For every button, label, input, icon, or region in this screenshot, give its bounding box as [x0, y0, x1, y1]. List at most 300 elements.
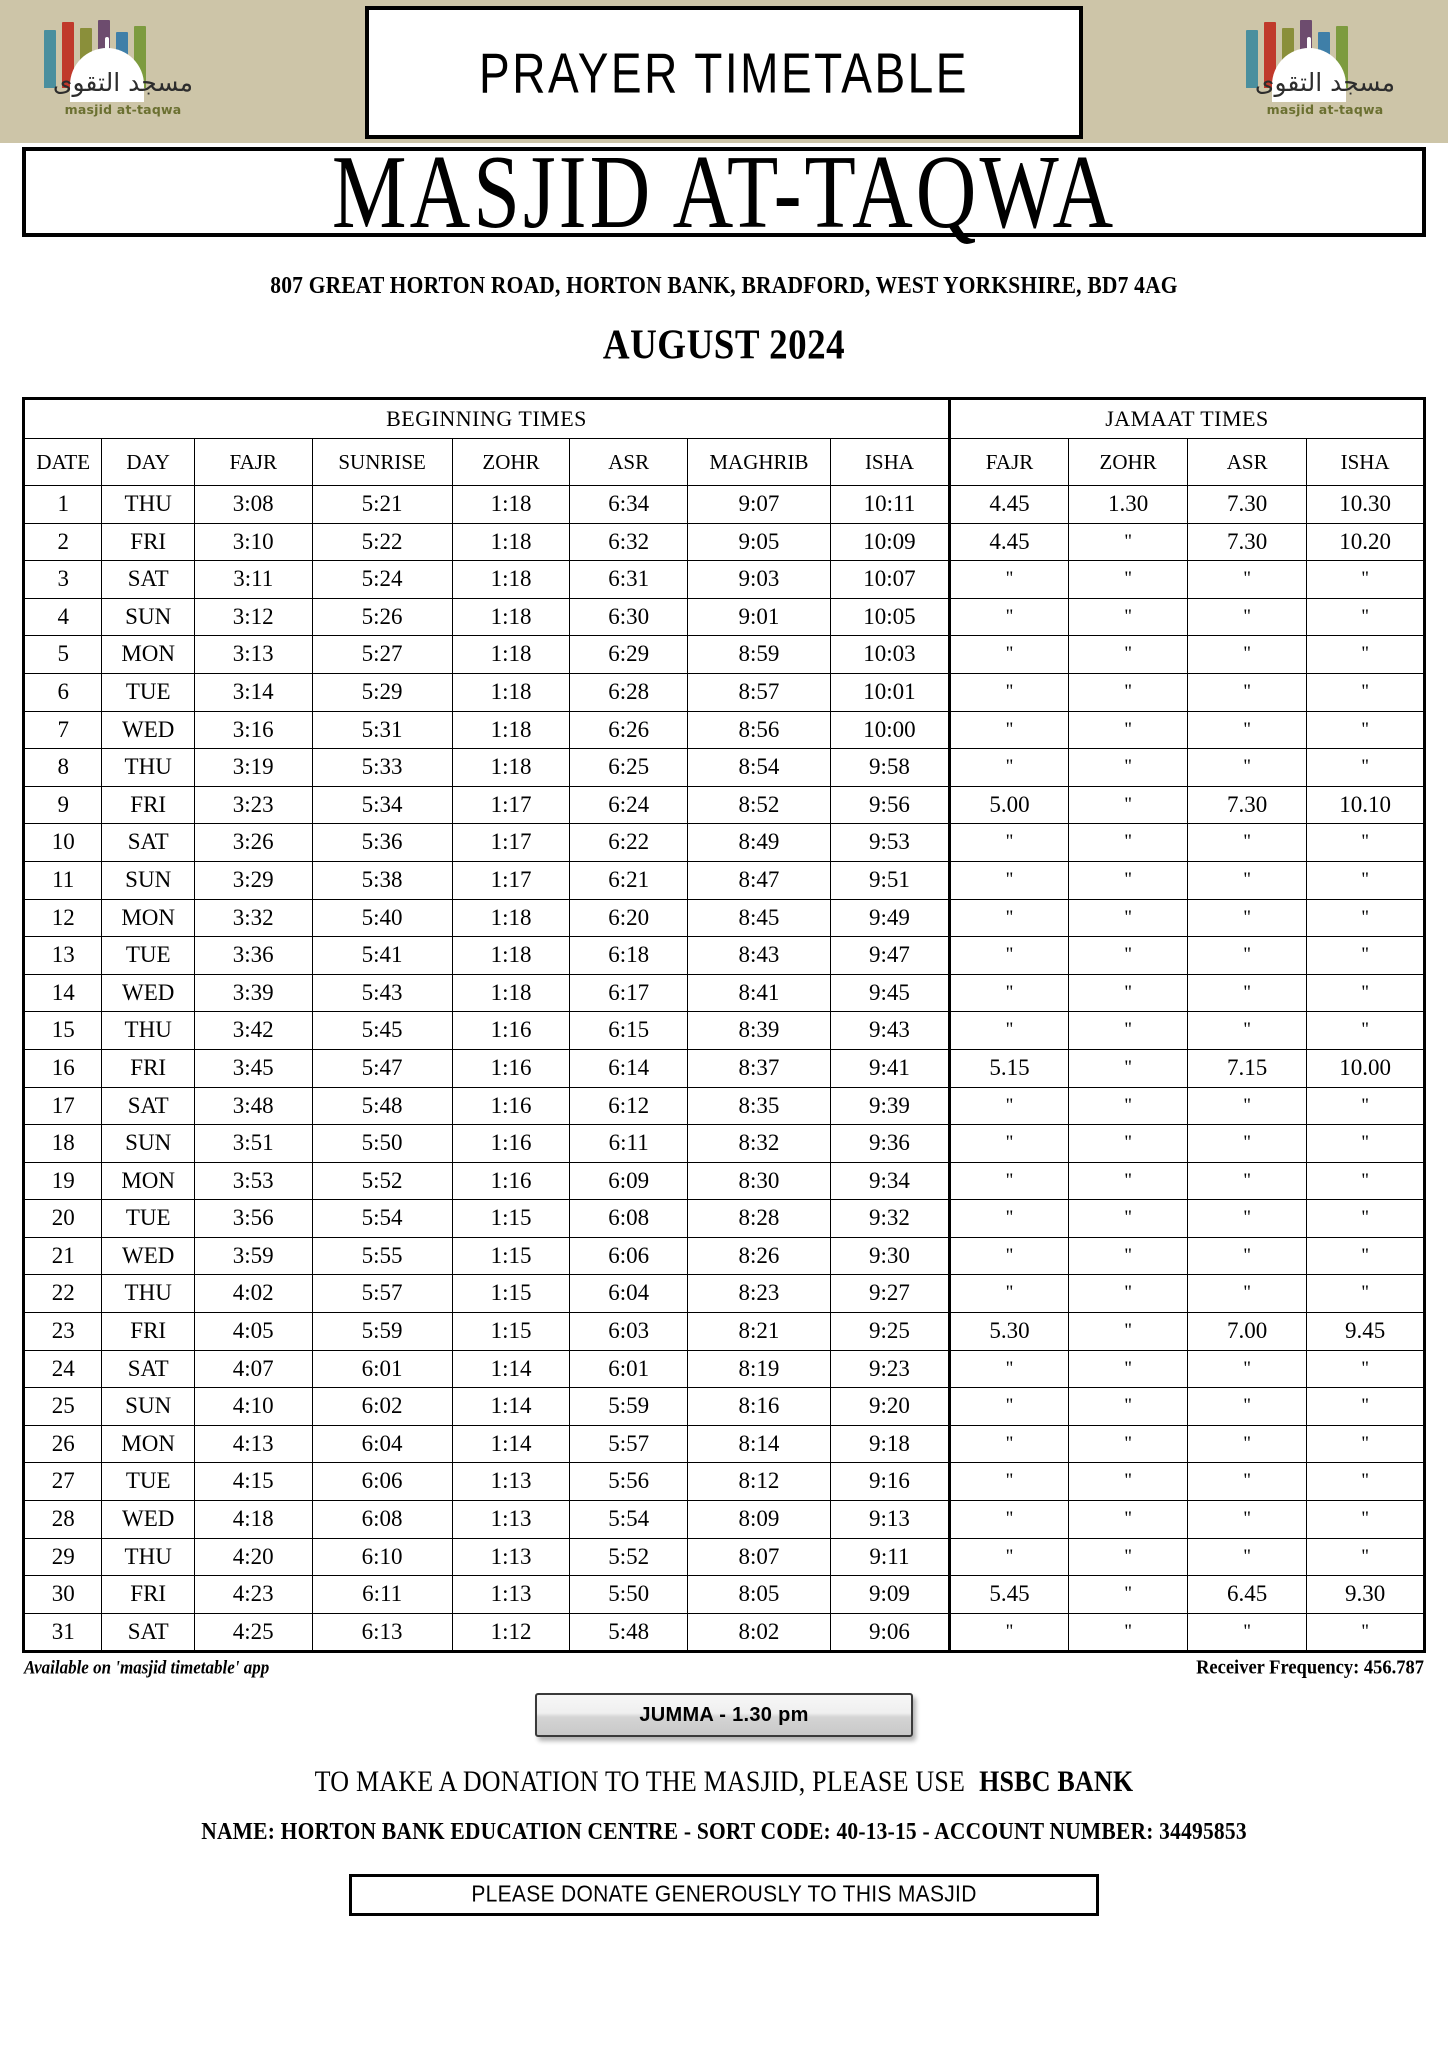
- cell-jamaat-isha: ": [1307, 1125, 1425, 1163]
- cell-jamaat-asr: ": [1188, 1613, 1307, 1652]
- cell-jamaat-isha: ": [1307, 1162, 1425, 1200]
- cell-jamaat-zohr: ": [1069, 1613, 1188, 1652]
- cell-fajr: 4:15: [194, 1463, 312, 1501]
- cell-sunrise: 5:29: [312, 673, 452, 711]
- cell-jamaat-asr: ": [1188, 1538, 1307, 1576]
- cell-jamaat-asr: ": [1188, 861, 1307, 899]
- cell-date: 24: [24, 1350, 102, 1388]
- cell-maghrib: 8:35: [688, 1087, 831, 1125]
- cell-jamaat-zohr: ": [1069, 1463, 1188, 1501]
- cell-zohr: 1:17: [452, 786, 570, 824]
- cell-jamaat-zohr: ": [1069, 711, 1188, 749]
- cell-maghrib: 9:01: [688, 598, 831, 636]
- cell-maghrib: 9:05: [688, 523, 831, 561]
- cell-zohr: 1:13: [452, 1463, 570, 1501]
- cell-jamaat-zohr: ": [1069, 1162, 1188, 1200]
- cell-maghrib: 8:21: [688, 1313, 831, 1351]
- table-row: [24, 1087, 1425, 1125]
- cell-day: MON: [102, 636, 194, 674]
- cell-jamaat-fajr: ": [949, 974, 1068, 1012]
- logo-arabic-calligraphy: مسجد التقوى: [52, 67, 194, 97]
- cell-isha: 10:07: [830, 561, 949, 599]
- table-row: [24, 1501, 1425, 1539]
- col-asr: ASR: [570, 439, 688, 486]
- cell-date: 18: [24, 1125, 102, 1163]
- cell-jamaat-zohr: ": [1069, 1237, 1188, 1275]
- cell-day: WED: [102, 1501, 194, 1539]
- cell-sunrise: 5:45: [312, 1012, 452, 1050]
- cell-maghrib: 8:45: [688, 899, 831, 937]
- cell-zohr: 1:15: [452, 1313, 570, 1351]
- logo-name-right: masjid at-taqwa: [1266, 101, 1384, 117]
- cell-jamaat-isha: ": [1307, 824, 1425, 862]
- cell-fajr: 3:59: [194, 1237, 312, 1275]
- cell-zohr: 1:18: [452, 673, 570, 711]
- masjid-logo-right: [1220, 12, 1430, 132]
- cell-day: FRI: [102, 1313, 194, 1351]
- cell-jamaat-asr: ": [1188, 636, 1307, 674]
- table-row: [24, 937, 1425, 975]
- cell-jamaat-fajr: ": [949, 1463, 1068, 1501]
- cell-sunrise: 6:06: [312, 1463, 452, 1501]
- cell-jamaat-zohr: ": [1069, 1087, 1188, 1125]
- cell-jamaat-fajr: ": [949, 561, 1068, 599]
- cell-day: TUE: [102, 1463, 194, 1501]
- cell-date: 31: [24, 1613, 102, 1652]
- cell-date: 7: [24, 711, 102, 749]
- cell-jamaat-zohr: ": [1069, 1125, 1188, 1163]
- cell-jamaat-isha: ": [1307, 749, 1425, 787]
- cell-jamaat-isha: 10.20: [1307, 523, 1425, 561]
- cell-fajr: 4:02: [194, 1275, 312, 1313]
- cell-zohr: 1:17: [452, 861, 570, 899]
- masjid-address: 807 GREAT HORTON ROAD, HORTON BANK, BRADFORD, WEST YORKSHIRE, BD7 4AG: [270, 271, 1178, 299]
- table-row: [24, 1237, 1425, 1275]
- cell-asr: 6:06: [570, 1237, 688, 1275]
- cell-zohr: 1:16: [452, 1125, 570, 1163]
- cell-jamaat-zohr: ": [1069, 1576, 1188, 1614]
- cell-zohr: 1:18: [452, 561, 570, 599]
- cell-maghrib: 8:30: [688, 1162, 831, 1200]
- prayer-timetable-title-box: [365, 6, 1083, 139]
- cell-jamaat-fajr: ": [949, 937, 1068, 975]
- col-isha: ISHA: [830, 439, 949, 486]
- cell-zohr: 1:15: [452, 1275, 570, 1313]
- cell-jamaat-zohr: ": [1069, 974, 1188, 1012]
- cell-sunrise: 5:22: [312, 523, 452, 561]
- timetable-head: [24, 399, 1425, 486]
- cell-day: SUN: [102, 861, 194, 899]
- table-row: [24, 1425, 1425, 1463]
- donate-appeal-box: [349, 1874, 1099, 1916]
- cell-jamaat-asr: ": [1188, 711, 1307, 749]
- table-row: [24, 598, 1425, 636]
- cell-date: 10: [24, 824, 102, 862]
- cell-date: 5: [24, 636, 102, 674]
- cell-maghrib: 8:59: [688, 636, 831, 674]
- cell-isha: 9:16: [830, 1463, 949, 1501]
- cell-date: 12: [24, 899, 102, 937]
- cell-jamaat-asr: 7.15: [1188, 1049, 1307, 1087]
- cell-isha: 9:25: [830, 1313, 949, 1351]
- table-row: [24, 861, 1425, 899]
- cell-zohr: 1:18: [452, 598, 570, 636]
- cell-jamaat-asr: ": [1188, 824, 1307, 862]
- cell-asr: 6:01: [570, 1350, 688, 1388]
- cell-jamaat-asr: ": [1188, 1388, 1307, 1426]
- cell-date: 26: [24, 1425, 102, 1463]
- cell-day: SAT: [102, 1350, 194, 1388]
- cell-jamaat-zohr: ": [1069, 561, 1188, 599]
- cell-jamaat-isha: ": [1307, 1425, 1425, 1463]
- cell-asr: 6:11: [570, 1125, 688, 1163]
- cell-jamaat-zohr: ": [1069, 1275, 1188, 1313]
- table-row: [24, 1538, 1425, 1576]
- cell-asr: 5:56: [570, 1463, 688, 1501]
- cell-jamaat-asr: ": [1188, 937, 1307, 975]
- cell-jamaat-isha: ": [1307, 598, 1425, 636]
- cell-isha: 10:00: [830, 711, 949, 749]
- month-heading: AUGUST 2024: [602, 321, 846, 370]
- cell-isha: 9:20: [830, 1388, 949, 1426]
- col-fajr: FAJR: [194, 439, 312, 486]
- cell-sunrise: 5:27: [312, 636, 452, 674]
- cell-isha: 9:43: [830, 1012, 949, 1050]
- cell-fajr: 3:23: [194, 786, 312, 824]
- cell-day: TUE: [102, 1200, 194, 1238]
- cell-isha: 9:23: [830, 1350, 949, 1388]
- cell-jamaat-asr: ": [1188, 561, 1307, 599]
- cell-isha: 10:01: [830, 673, 949, 711]
- cell-date: 16: [24, 1049, 102, 1087]
- cell-jamaat-zohr: ": [1069, 749, 1188, 787]
- cell-jamaat-isha: ": [1307, 1538, 1425, 1576]
- cell-jamaat-isha: ": [1307, 636, 1425, 674]
- cell-jamaat-asr: ": [1188, 1125, 1307, 1163]
- cell-jamaat-isha: ": [1307, 1275, 1425, 1313]
- cell-jamaat-asr: ": [1188, 899, 1307, 937]
- cell-maghrib: 8:16: [688, 1388, 831, 1426]
- cell-fajr: 3:45: [194, 1049, 312, 1087]
- cell-jamaat-zohr: ": [1069, 1200, 1188, 1238]
- cell-date: 20: [24, 1200, 102, 1238]
- cell-zohr: 1:13: [452, 1501, 570, 1539]
- cell-jamaat-isha: ": [1307, 561, 1425, 599]
- table-row: [24, 824, 1425, 862]
- cell-jamaat-zohr: ": [1069, 786, 1188, 824]
- table-row: [24, 1313, 1425, 1351]
- cell-day: TUE: [102, 937, 194, 975]
- masjid-name-box: [22, 133, 1426, 251]
- cell-day: MON: [102, 899, 194, 937]
- cell-jamaat-zohr: ": [1069, 824, 1188, 862]
- notes-row: [24, 1658, 1424, 1679]
- cell-asr: 5:52: [570, 1538, 688, 1576]
- table-row: [24, 1049, 1425, 1087]
- cell-isha: 9:39: [830, 1087, 949, 1125]
- cell-sunrise: 6:13: [312, 1613, 452, 1652]
- cell-jamaat-zohr: ": [1069, 861, 1188, 899]
- cell-fajr: 3:32: [194, 899, 312, 937]
- cell-sunrise: 5:59: [312, 1313, 452, 1351]
- col-date: DATE: [24, 439, 102, 486]
- cell-jamaat-isha: ": [1307, 1237, 1425, 1275]
- cell-fajr: 3:36: [194, 937, 312, 975]
- cell-maghrib: 8:07: [688, 1538, 831, 1576]
- cell-jamaat-isha: ": [1307, 861, 1425, 899]
- cell-sunrise: 5:34: [312, 786, 452, 824]
- col-jamaat-zohr: ZOHR: [1069, 439, 1188, 486]
- table-row: [24, 899, 1425, 937]
- cell-asr: 6:20: [570, 899, 688, 937]
- donate-appeal-text: PLEASE DONATE GENEROUSLY TO THIS MASJID: [471, 1882, 977, 1908]
- cell-zohr: 1:18: [452, 523, 570, 561]
- cell-asr: 6:17: [570, 974, 688, 1012]
- cell-isha: 9:45: [830, 974, 949, 1012]
- cell-fajr: 3:12: [194, 598, 312, 636]
- cell-fajr: 3:29: [194, 861, 312, 899]
- cell-jamaat-fajr: ": [949, 1275, 1068, 1313]
- cell-sunrise: 5:52: [312, 1162, 452, 1200]
- receiver-frequency-note: Receiver Frequency: 456.787: [1196, 1657, 1424, 1680]
- cell-date: 8: [24, 749, 102, 787]
- cell-isha: 9:47: [830, 937, 949, 975]
- cell-date: 28: [24, 1501, 102, 1539]
- cell-maghrib: 8:23: [688, 1275, 831, 1313]
- cell-isha: 9:41: [830, 1049, 949, 1087]
- cell-jamaat-zohr: ": [1069, 598, 1188, 636]
- col-maghrib: MAGHRIB: [688, 439, 831, 486]
- cell-asr: 6:14: [570, 1049, 688, 1087]
- cell-date: 6: [24, 673, 102, 711]
- cell-sunrise: 5:26: [312, 598, 452, 636]
- cell-sunrise: 5:57: [312, 1275, 452, 1313]
- table-row: [24, 1388, 1425, 1426]
- col-jamaat-asr: ASR: [1188, 439, 1307, 486]
- col-jamaat-isha: ISHA: [1307, 439, 1425, 486]
- cell-isha: 9:58: [830, 749, 949, 787]
- cell-sunrise: 5:21: [312, 486, 452, 524]
- cell-jamaat-zohr: ": [1069, 1538, 1188, 1576]
- cell-day: THU: [102, 1275, 194, 1313]
- cell-day: WED: [102, 974, 194, 1012]
- cell-date: 19: [24, 1162, 102, 1200]
- table-row: [24, 561, 1425, 599]
- logo-name-left: masjid at-taqwa: [64, 101, 182, 117]
- cell-zohr: 1:18: [452, 711, 570, 749]
- cell-maghrib: 8:09: [688, 1501, 831, 1539]
- jumma-button[interactable]: JUMMA - 1.30 pm: [535, 1693, 913, 1737]
- cell-jamaat-isha: ": [1307, 1613, 1425, 1652]
- cell-jamaat-asr: ": [1188, 1425, 1307, 1463]
- cell-jamaat-zohr: ": [1069, 1501, 1188, 1539]
- cell-asr: 5:59: [570, 1388, 688, 1426]
- cell-asr: 6:30: [570, 598, 688, 636]
- cell-maghrib: 8:19: [688, 1350, 831, 1388]
- cell-fajr: 4:23: [194, 1576, 312, 1614]
- cell-isha: 9:34: [830, 1162, 949, 1200]
- cell-date: 4: [24, 598, 102, 636]
- group-header-beginning-times: BEGINNING TIMES: [24, 399, 950, 439]
- cell-sunrise: 6:02: [312, 1388, 452, 1426]
- cell-asr: 5:54: [570, 1501, 688, 1539]
- cell-day: MON: [102, 1425, 194, 1463]
- cell-date: 11: [24, 861, 102, 899]
- table-row: [24, 1200, 1425, 1238]
- cell-maghrib: 8:12: [688, 1463, 831, 1501]
- cell-jamaat-asr: 7.30: [1188, 523, 1307, 561]
- cell-day: SUN: [102, 1388, 194, 1426]
- cell-sunrise: 5:55: [312, 1237, 452, 1275]
- cell-isha: 10:05: [830, 598, 949, 636]
- cell-day: THU: [102, 1012, 194, 1050]
- cell-jamaat-asr: ": [1188, 1237, 1307, 1275]
- cell-date: 13: [24, 937, 102, 975]
- cell-date: 27: [24, 1463, 102, 1501]
- cell-fajr: 3:10: [194, 523, 312, 561]
- cell-date: 2: [24, 523, 102, 561]
- cell-fajr: 4:10: [194, 1388, 312, 1426]
- cell-jamaat-fajr: ": [949, 673, 1068, 711]
- cell-sunrise: 6:01: [312, 1350, 452, 1388]
- cell-jamaat-zohr: ": [1069, 1388, 1188, 1426]
- cell-jamaat-fajr: 4.45: [949, 523, 1068, 561]
- cell-jamaat-fajr: ": [949, 1087, 1068, 1125]
- cell-sunrise: 5:48: [312, 1087, 452, 1125]
- cell-sunrise: 5:24: [312, 561, 452, 599]
- cell-asr: 6:15: [570, 1012, 688, 1050]
- cell-isha: 9:53: [830, 824, 949, 862]
- cell-maghrib: 8:26: [688, 1237, 831, 1275]
- cell-day: FRI: [102, 786, 194, 824]
- cell-jamaat-asr: ": [1188, 1200, 1307, 1238]
- cell-jamaat-zohr: ": [1069, 1049, 1188, 1087]
- cell-sunrise: 5:47: [312, 1049, 452, 1087]
- cell-day: MON: [102, 1162, 194, 1200]
- cell-date: 29: [24, 1538, 102, 1576]
- cell-jamaat-fajr: ": [949, 1012, 1068, 1050]
- cell-maghrib: 8:05: [688, 1576, 831, 1614]
- cell-asr: 6:32: [570, 523, 688, 561]
- cell-fajr: 3:48: [194, 1087, 312, 1125]
- timetable-body: [24, 486, 1425, 1652]
- timetable-container: [22, 397, 1426, 1653]
- cell-jamaat-asr: ": [1188, 673, 1307, 711]
- cell-jamaat-fajr: ": [949, 711, 1068, 749]
- table-row: [24, 974, 1425, 1012]
- cell-jamaat-fajr: 5.15: [949, 1049, 1068, 1087]
- cell-asr: 6:18: [570, 937, 688, 975]
- cell-maghrib: 8:54: [688, 749, 831, 787]
- cell-zohr: 1:16: [452, 1162, 570, 1200]
- cell-sunrise: 6:08: [312, 1501, 452, 1539]
- cell-jamaat-isha: 9.30: [1307, 1576, 1425, 1614]
- cell-isha: 9:56: [830, 786, 949, 824]
- cell-jamaat-asr: ": [1188, 1350, 1307, 1388]
- cell-maghrib: 8:52: [688, 786, 831, 824]
- cell-zohr: 1:18: [452, 899, 570, 937]
- cell-jamaat-asr: ": [1188, 749, 1307, 787]
- cell-fajr: 4:07: [194, 1350, 312, 1388]
- cell-isha: 9:49: [830, 899, 949, 937]
- masjid-name: MASJID AT-TAQWA: [331, 133, 1117, 251]
- cell-asr: 6:12: [570, 1087, 688, 1125]
- cell-jamaat-asr: ": [1188, 1501, 1307, 1539]
- cell-maghrib: 8:37: [688, 1049, 831, 1087]
- table-row: [24, 786, 1425, 824]
- cell-jamaat-asr: ": [1188, 1087, 1307, 1125]
- prayer-timetable: [22, 397, 1426, 1653]
- cell-jamaat-fajr: ": [949, 1501, 1068, 1539]
- logo-arabic-calligraphy: مسجد التقوى: [1254, 67, 1396, 97]
- cell-isha: 10:03: [830, 636, 949, 674]
- cell-asr: 6:26: [570, 711, 688, 749]
- cell-fajr: 4:20: [194, 1538, 312, 1576]
- table-row: [24, 1576, 1425, 1614]
- cell-jamaat-isha: 10.30: [1307, 486, 1425, 524]
- cell-maghrib: 8:39: [688, 1012, 831, 1050]
- cell-sunrise: 5:41: [312, 937, 452, 975]
- cell-maghrib: 9:03: [688, 561, 831, 599]
- cell-jamaat-fajr: ": [949, 749, 1068, 787]
- cell-day: SUN: [102, 598, 194, 636]
- cell-day: SAT: [102, 1087, 194, 1125]
- cell-zohr: 1:14: [452, 1350, 570, 1388]
- cell-day: TUE: [102, 673, 194, 711]
- cell-maghrib: 8:32: [688, 1125, 831, 1163]
- cell-asr: 6:03: [570, 1313, 688, 1351]
- table-row: [24, 711, 1425, 749]
- cell-jamaat-zohr: 1.30: [1069, 486, 1188, 524]
- cell-zohr: 1:13: [452, 1538, 570, 1576]
- cell-zohr: 1:12: [452, 1613, 570, 1652]
- cell-fajr: 3:53: [194, 1162, 312, 1200]
- cell-date: 1: [24, 486, 102, 524]
- cell-asr: 6:08: [570, 1200, 688, 1238]
- cell-day: FRI: [102, 1049, 194, 1087]
- cell-zohr: 1:16: [452, 1087, 570, 1125]
- cell-day: THU: [102, 486, 194, 524]
- cell-isha: 9:27: [830, 1275, 949, 1313]
- cell-zohr: 1:15: [452, 1237, 570, 1275]
- cell-maghrib: 8:28: [688, 1200, 831, 1238]
- cell-sunrise: 5:43: [312, 974, 452, 1012]
- donation-instruction: [0, 1765, 1448, 1799]
- cell-fajr: 4:25: [194, 1613, 312, 1652]
- cell-asr: 6:04: [570, 1275, 688, 1313]
- cell-maghrib: 8:56: [688, 711, 831, 749]
- group-header-jamaat-times: JAMAAT TIMES: [949, 399, 1424, 439]
- cell-sunrise: 6:10: [312, 1538, 452, 1576]
- cell-isha: 10:11: [830, 486, 949, 524]
- cell-isha: 9:09: [830, 1576, 949, 1614]
- cell-date: 9: [24, 786, 102, 824]
- cell-jamaat-fajr: ": [949, 899, 1068, 937]
- cell-jamaat-fajr: 5.45: [949, 1576, 1068, 1614]
- cell-isha: 9:13: [830, 1501, 949, 1539]
- cell-jamaat-asr: ": [1188, 1275, 1307, 1313]
- cell-date: 21: [24, 1237, 102, 1275]
- cell-jamaat-fajr: 5.00: [949, 786, 1068, 824]
- cell-fajr: 3:11: [194, 561, 312, 599]
- prayer-timetable-title: PRAYER TIMETABLE: [479, 40, 969, 105]
- cell-jamaat-asr: ": [1188, 1463, 1307, 1501]
- cell-maghrib: 8:41: [688, 974, 831, 1012]
- cell-zohr: 1:18: [452, 749, 570, 787]
- cell-asr: 6:25: [570, 749, 688, 787]
- column-header-row: [24, 439, 1425, 486]
- cell-day: SAT: [102, 824, 194, 862]
